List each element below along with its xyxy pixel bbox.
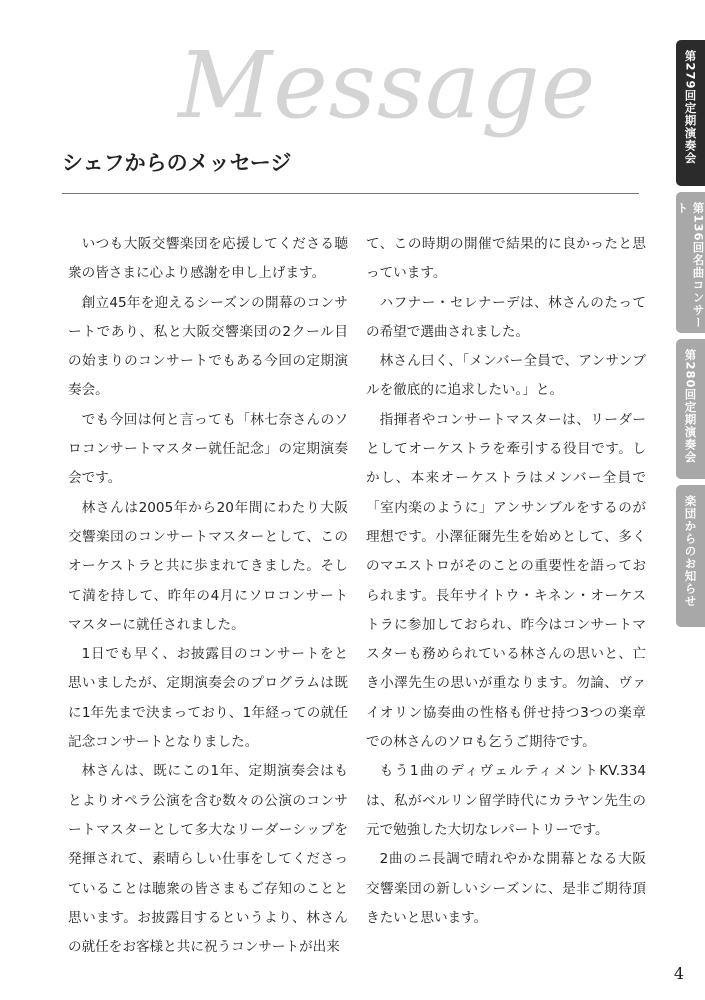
paragraph: でも今回は何と言っても「林七奈さんのソロコンサートマスター就任記念」の定期演奏会です。 — [68, 411, 348, 487]
paragraph: もう1曲のディヴェルティメントKV.334は、私がベルリン留学時代にカラヤン先生の元で勉強した大切なレパートリーです。 — [366, 763, 646, 838]
paragraph: 林さんは、既にこの1年、定期演奏会はもとよりオペラ公演を含む数々の公演のコンサートマスターとして多大なリーダーシップを発揮されて、素晴らしい仕事をしてくださっていることは聴衆の皆さまもご存知のことと思います。お披露目するというより、林さんの就任をお客様と共に祝うコンサートが出来 — [68, 763, 348, 956]
right-column — [366, 230, 646, 933]
tab-280th-subscription-concert[interactable]: 第280回定期演奏会 — [676, 339, 705, 479]
paragraph-continuation: て、この時期の開催で結果的に良かったと思っています。 — [366, 236, 646, 282]
message-watermark: Message — [178, 32, 597, 139]
left-column — [68, 230, 348, 962]
paragraph: ハフナー・セレナーデは、林さんのたっての希望で選曲されました。 — [366, 294, 646, 340]
tab-279th-subscription-concert[interactable]: 第279回定期演奏会 — [676, 40, 705, 186]
paragraph: いつも大阪交響楽団を応援してくださる聴衆の皆さまに心より感謝を申し上げます。 — [68, 236, 348, 282]
paragraph: 林さんは2005年から20年間にわたり大阪交響楽団のコンサートマスターとして、このオーケストラと共に歩まれてきました。そして満を持して、昨年の4月にソロコンサートマスターに就任されました。 — [68, 499, 348, 633]
paragraph: 林さん曰く、「メンバー全員で、アンサンブルを徹底的に追求したい。」と。 — [366, 353, 646, 399]
page-title: シェフからのメッセージ — [62, 151, 292, 175]
tab-136th-masterpiece-concert[interactable]: 第136回名曲コンサート — [676, 192, 705, 333]
tab-orchestra-news[interactable]: 楽団からのお知らせ — [676, 485, 705, 627]
paragraph: 指揮者やコンサートマスターは、リーダーとしてオーケストラを牽引する役目です。しかし、本来オーケストラはメンバー全員で「室内楽のように」アンサンブルをするのが理想です。小澤征爾先生を始めとして、多くのマエストロがそのことの重要性を語っておられます。長年サイトウ・キネン・オーケストラに参加しておられ、昨今はコンサートマスターも務められている林さんの思いと、亡き小澤先生の思いが重なります。勿論、ヴァイオリン協奏曲の性格も併せ持つ3つの楽章での林さんのソロも乞うご期待です。 — [366, 411, 646, 751]
paragraph: 2曲のニ長調で晴れやかな開幕となる大阪交響楽団の新しいシーズンに、是非ご期待頂きたいと思います。 — [366, 851, 646, 926]
paragraph: 創立45年を迎えるシーズンの開幕のコンサートであり、私と大阪交響楽団の2クール目の始まりのコンサートでもある今回の定期演奏会。 — [68, 294, 348, 399]
paragraph: 1日でも早く、お披露目のコンサートをと思いましたが、定期演奏会のプログラムは既に1年先まで決まっており、1年経っての就任記念コンサートとなりました。 — [68, 646, 348, 751]
page-number: 4 — [673, 964, 684, 983]
title-divider — [62, 193, 639, 194]
